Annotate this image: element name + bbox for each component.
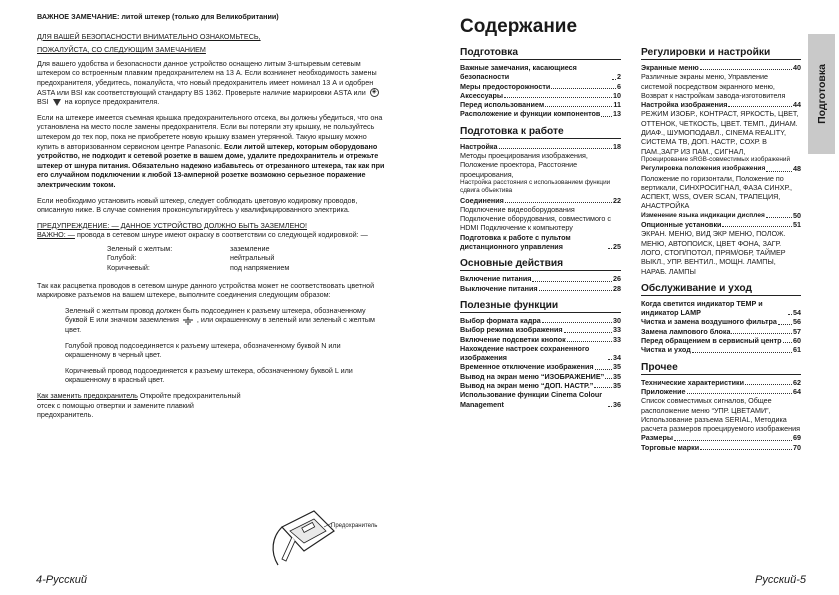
toc-entry[interactable] (460, 196, 621, 205)
toc-entry-label: Вывод на экран меню “ИЗОБРАЖЕНИЕ” (460, 371, 605, 381)
toc-leader-dots (539, 290, 612, 291)
toc-entry-label: Замена лампового блока (641, 326, 731, 336)
toc-entry-label: Настройка (460, 141, 498, 151)
toc-entry-label: Выключение питания (460, 283, 538, 293)
toc-leader-dots (532, 281, 612, 282)
toc-leader-dots (766, 217, 792, 218)
toc-entry[interactable] (460, 91, 621, 100)
toc-page-number: 33 (613, 325, 621, 335)
toc-leader-dots (564, 332, 612, 333)
toc-entry[interactable] (641, 345, 801, 354)
toc-page-number: 64 (793, 386, 801, 396)
side-tab-label: Подготовка (815, 64, 828, 124)
toc-entry[interactable] (641, 164, 801, 173)
plug-fuse-illustration (262, 497, 352, 573)
toc-page-number: 57 (793, 326, 801, 336)
toc-leader-dots (567, 341, 612, 342)
wire-row (37, 244, 387, 254)
toc-page-number: 33 (613, 334, 621, 344)
toc-column-2 (641, 44, 801, 452)
toc-section-heading: Подготовка (460, 44, 621, 60)
howto-paragraph (37, 391, 247, 420)
toc-leader-dots (692, 352, 792, 353)
toc-page-number: 18 (613, 141, 621, 151)
bsi-label: BSI (37, 97, 49, 107)
toc-leader-dots (504, 97, 612, 98)
toc-page-number: 36 (613, 399, 621, 409)
wire-color: Зеленый с желтым: (107, 243, 173, 253)
toc-entry-label: Когда светится индикатор TEMP и индикатор LAMP (641, 298, 763, 318)
toc-entry[interactable] (460, 109, 621, 118)
earth-warning: ПРЕДУПРЕЖДЕНИЕ: — ДАННОЕ УСТРОЙСТВО ДОЛЖНО БЫТЬ ЗАЗЕМЛЕНО! (37, 220, 308, 230)
section-side-tab (808, 34, 835, 154)
safety-heading-2: ПОЖАЛУЙСТА, СО СЛЕДУЮЩИМ ЗАМЕЧАНИЕМ (37, 45, 206, 55)
toc-page-number: 34 (613, 353, 621, 363)
toc-page-number: 35 (613, 381, 621, 391)
howto-text: Откройте предохранительный отсек с помощью отвертки и замените плавкий предохранитель. (37, 391, 241, 420)
toc-leader-dots (505, 202, 612, 203)
fuse-text-end: на корпусе предохранителя. (64, 97, 160, 107)
toc-sub-entry: Проецирование sRGB-совместимых изображений (641, 155, 791, 163)
wire-row (37, 253, 387, 263)
wire-color-table (37, 244, 387, 273)
toc-entry[interactable] (641, 63, 801, 72)
toc-entry-label: Размеры (641, 433, 674, 443)
important-label: ВАЖНО: — (37, 230, 75, 240)
wire-color: Голубой: (107, 253, 137, 263)
toc-entry-label: Включение подсветки кнопок (460, 334, 566, 344)
wire-color: Коричневый: (107, 263, 150, 273)
toc-page-number: 69 (793, 433, 801, 443)
toc-page-number: 26 (613, 274, 621, 284)
toc-leader-dots (778, 324, 792, 325)
cut-plug-warning: Если литой штекер, которым оборудовано устройство, не подходит к сетевой розетке в вашем доме, удалите предохранитель и отрежьте штекер от шнура питания. Обязательно надежно избавьтесь от отрезанного штекера, так как при его случайном подключении к любой 13-амперной розетке возможно серьезное поражение электрическим током. (37, 141, 385, 189)
toc-entry-label: Перед обращением в сервисный центр (641, 336, 782, 346)
cover-paragraph (37, 113, 387, 190)
toc-leader-dots (612, 79, 616, 80)
earth-symbol-icon (183, 317, 193, 325)
toc-leader-dots (766, 171, 792, 172)
toc-entry[interactable] (641, 433, 801, 442)
toc-entry[interactable] (460, 316, 621, 325)
toc-entry-label: Чистка и замена воздушного фильтра (641, 317, 777, 327)
toc-leader-dots (499, 148, 613, 149)
connection-paragraph: Так как расцветка проводов в сетевом шнуре данного устройства может не соответствовать цветной маркировке разъемов на вашем штекере, выполните соединения следующим образом: (37, 280, 375, 300)
toc-entry[interactable] (641, 387, 801, 396)
toc-leader-dots (788, 314, 792, 315)
toc-page-number: 11 (613, 100, 621, 110)
toc-entry-label: Изменение языка индикации дисплея (641, 211, 765, 219)
toc-leader-dots (722, 226, 792, 227)
toc-entry[interactable] (460, 390, 621, 409)
toc-entry[interactable] (460, 372, 621, 381)
toc-section-heading: Полезные функции (460, 297, 621, 313)
toc-leader-dots (608, 406, 612, 407)
toc-section-heading: Регулировки и настройки (641, 44, 801, 60)
fuse-paragraph (37, 59, 387, 107)
toc-entry[interactable] (460, 100, 621, 109)
contents-title: Содержание (460, 16, 578, 37)
toc-leader-dots (728, 106, 792, 107)
toc-page-number: 13 (613, 109, 621, 119)
toc-entry[interactable] (641, 211, 801, 220)
toc-entry[interactable] (460, 362, 621, 371)
toc-entry-label: Технические характеристики (641, 377, 745, 387)
wire-row (37, 263, 387, 273)
toc-page-number: 51 (793, 220, 801, 230)
toc-entry-label: Расположение и функции компонентов (460, 109, 601, 119)
toc-page-number: 44 (793, 100, 801, 110)
toc-entry-label: Использование функции Cinema Colour Management (460, 390, 603, 409)
toc-entry[interactable] (641, 220, 801, 229)
toc-leader-dots (783, 342, 792, 343)
toc-entry[interactable] (460, 381, 621, 390)
wire-meaning: нейтральный (230, 253, 275, 263)
toc-sub-entry: Настройка расстояния с использованием функции сдвига объектива (460, 178, 611, 195)
toc-leader-dots (700, 69, 792, 70)
toc-entry[interactable] (460, 344, 621, 363)
toc-entry[interactable] (460, 142, 621, 151)
toc-entry-label: Торговые марки (641, 442, 700, 452)
toc-entry-label: Аксессуары (460, 90, 504, 100)
toc-page-number: 62 (793, 377, 801, 387)
toc-entry[interactable] (641, 317, 801, 326)
toc-page-number: 50 (793, 210, 801, 220)
toc-entry[interactable] (641, 327, 801, 336)
toc-page-number: 10 (613, 90, 621, 100)
toc-page-number: 56 (793, 317, 801, 327)
notice-title: ВАЖНОЕ ЗАМЕЧАНИЕ: литой штекер (только для Великобритании) (37, 12, 279, 21)
toc-leader-dots (545, 106, 612, 107)
toc-entry[interactable] (641, 299, 801, 318)
toc-entry-label: Экранные меню (641, 63, 699, 72)
toc-leader-dots (700, 449, 792, 450)
green-wire-text: Зеленый с желтым провод должен быть подсоединен к разъему штекера, обозначенному буквой E или значком заземления (65, 305, 366, 325)
toc-entry-label: Вывод на экран меню “ДОП. НАСТР.” (460, 381, 594, 391)
toc-leader-dots (601, 116, 612, 117)
toc-page-number: 22 (613, 195, 621, 205)
toc-entry[interactable] (460, 82, 621, 91)
green-wire-paragraph (37, 306, 387, 335)
toc-leader-dots (687, 393, 793, 394)
toc-entry-label: Соединения (460, 195, 504, 205)
toc-entry-label: Выбор режима изображения (460, 325, 563, 335)
toc-page-number: 60 (793, 336, 801, 346)
toc-section-heading: Обслуживание и уход (641, 280, 801, 296)
toc-leader-dots (608, 359, 612, 360)
toc-leader-dots (595, 369, 612, 370)
toc-sub-entry: Различные экраны меню, Управление системой посредством экранного меню, Возврат к настройкам завода-изготовителя (641, 72, 786, 100)
toc-page-number: 2 (617, 72, 621, 82)
toc-entry[interactable] (641, 443, 801, 452)
green-wire-text-end: , или окрашенному в зеленый или зеленый с желтым цвет. (65, 315, 375, 335)
toc-page-number: 35 (613, 362, 621, 372)
toc-entry-label: Выбор формата кадра (460, 315, 541, 325)
asta-mark-icon: ◈ (370, 88, 379, 97)
toc-entry[interactable] (460, 284, 621, 293)
page-number-left: 4-Русский (36, 574, 88, 586)
toc-section-heading: Прочее (641, 359, 801, 375)
toc-sub-entry: Методы проецирования изображения, Положение проектора, Расстояние проецирования, (460, 151, 588, 179)
new-plug-paragraph: Если необходимо установить новый штекер, следует соблюдать цветовую кодировку проводов, описанную ниже. В случае сомнения проконсультируйтесь у квалифицированного электрика. (37, 195, 358, 215)
brown-wire-paragraph: Коричневый провод подсоединяется к разъему штекера, обозначенному буквой L или окрашенному в красный цвет. (65, 365, 353, 385)
toc-entry-label: Чистка и уход (641, 345, 691, 355)
toc-entry[interactable] (641, 100, 801, 109)
toc-leader-dots (542, 322, 612, 323)
left-page (37, 12, 387, 426)
toc-leader-dots (745, 384, 792, 385)
toc-page-number: 25 (613, 242, 621, 252)
fuse-text: Для вашего удобства и безопасности данное устройство оснащено литым 3-штыревым сетевым штекером со встроенным плавким предохранителем на 13 А. Если возникнет необходимость замены предохранителя, убедитесь, пожалуйста, что новый предохранитель имеет номинал 13 А и одобрен ASTA или BSI как соответствующий стандарту BS 1362. Проверьте наличие маркировки ASTA или (37, 58, 377, 97)
toc-entry-label: Включение питания (460, 274, 532, 284)
toc-page-number: 28 (613, 283, 621, 293)
important-line (37, 230, 387, 240)
toc-page-number: 30 (613, 315, 621, 325)
toc-entry-label: Временное отключение изображения (460, 362, 594, 372)
toc-entry-label: Нахождение настроек сохраненного изображения (460, 343, 590, 363)
toc-sub-entry: Положение по горизонтали, Положение по вертикали, СИНХРОСИГНАЛ, ФАЗА СИНХР., АСПЕКТ, WSS, OVER SCAN, ТРАПЕЦИЯ, АНАСТРОЙКА (641, 173, 792, 211)
toc-entry-label: Подготовка к работе с пультом дистанционного управления (460, 232, 571, 252)
toc-page-number: 35 (613, 371, 621, 381)
toc-entry[interactable] (460, 335, 621, 344)
toc-entry-label: Перед использованием (460, 100, 545, 110)
wire-meaning: под напряжением (230, 263, 290, 273)
toc-leader-dots (551, 88, 616, 89)
toc-sub-entry: ЭКРАН. МЕНЮ, ВИД ЭКР МЕНЮ, ПОЛОЖ. МЕНЮ, АВТОПОИСК, ЦВЕТ ФОНА, ЗАГР. ЛОГО, СТОП/ПОТОЛ, ПРЯМ/ОБР, ТАЙМЕР ВЫКЛ., УПР. ВЕНТИЛ., МОЩН. ЛАМПЫ, НАРАБ. ЛАМПЫ (641, 229, 786, 276)
toc-entry-label: Регулировка положения изображения (641, 165, 766, 173)
toc-leader-dots (674, 440, 792, 441)
toc-page-number: 6 (617, 81, 621, 91)
toc-entry[interactable] (460, 325, 621, 334)
bsi-kitemark-icon (53, 99, 61, 106)
toc-column-1 (460, 44, 621, 409)
toc-entry[interactable] (641, 378, 801, 387)
toc-page-number: 48 (793, 164, 801, 174)
toc-section-heading: Подготовка к работе (460, 123, 621, 139)
toc-entry-label: Опционные установки (641, 220, 722, 230)
cover-text: Если на штекере имеется съемная крышка предохранительного отсека, вы должны убедиться, что она установлена на место после замены предохранителя. Если вы потеряли эту крышку, не пользуйтесь штекером до тех пор, пока не приобретете новую крышку взамен утерянной. Такую крышку можно купить в авторизованном сервисном центре Panasonic. (37, 112, 383, 151)
toc-page-number: 61 (793, 345, 801, 355)
toc-page-number: 40 (793, 63, 801, 72)
toc-leader-dots (608, 248, 612, 249)
toc-section-heading: Основные действия (460, 255, 621, 271)
toc-leader-dots (594, 387, 612, 388)
toc-sub-entry: Подключение видеооборудования Подключение оборудования, совместимого с HDMI Подключение к компьютеру (460, 204, 611, 233)
toc-entry-label: Важные замечания, касающиеся безопасности (460, 63, 577, 82)
toc-sub-entry: РЕЖИМ ИЗОБР., КОНТРАСТ, ЯРКОСТЬ, ЦВЕТ, ОТТЕНОК, ЧЕТКОСТЬ, ЦВЕТ. ТЕМП., ДИНАМ. ДИАФ., ШУМОПОДАВЛ., CINEMA REALITY, СИСТЕМА ТВ, ДОП. НАСТР., СОХР. В ПАМ.,ЗАГР ИЗ ПАМ., СИГНАЛ, (641, 109, 799, 156)
toc-entry[interactable] (460, 233, 621, 252)
toc-leader-dots (731, 333, 792, 334)
toc-entry[interactable] (641, 336, 801, 345)
toc-page-number: 70 (793, 442, 801, 452)
howto-label: Как заменить предохранитель (37, 391, 138, 400)
wire-meaning: заземление (230, 243, 270, 253)
toc-entry[interactable] (460, 274, 621, 283)
safety-heading-1: ДЛЯ ВАШЕЙ БЕЗОПАСНОСТИ ВНИМАТЕЛЬНО ОЗНАКОМЬТЕСЬ, (37, 31, 261, 41)
toc-leader-dots (605, 378, 612, 379)
toc-page-number: 54 (793, 308, 801, 318)
page-number-right: Русский-5 (755, 574, 807, 586)
blue-wire-paragraph: Голубой провод подсоединяется к разъему штекера, обозначенному буквой N или окрашенному в черный цвет. (65, 340, 341, 360)
toc-entry-label: Меры предосторожности (460, 81, 551, 91)
toc-sub-entry: Список совместимых сигналов, Общее расположение меню “УПР. ЦВЕТАМИ”, Использование разъема SERIAL, Методика расчета размеров проецируемого изображения (641, 396, 801, 434)
toc-entry-label: Приложение (641, 386, 686, 396)
fuse-callout-label: Предохранитель (331, 523, 378, 529)
toc-entry-label: Настройка изображения (641, 100, 728, 110)
toc-entry[interactable] (460, 63, 621, 82)
important-text: провода в сетевом шнуре имеют окраску в соответствии со следующей кодировкой: — (76, 230, 368, 240)
